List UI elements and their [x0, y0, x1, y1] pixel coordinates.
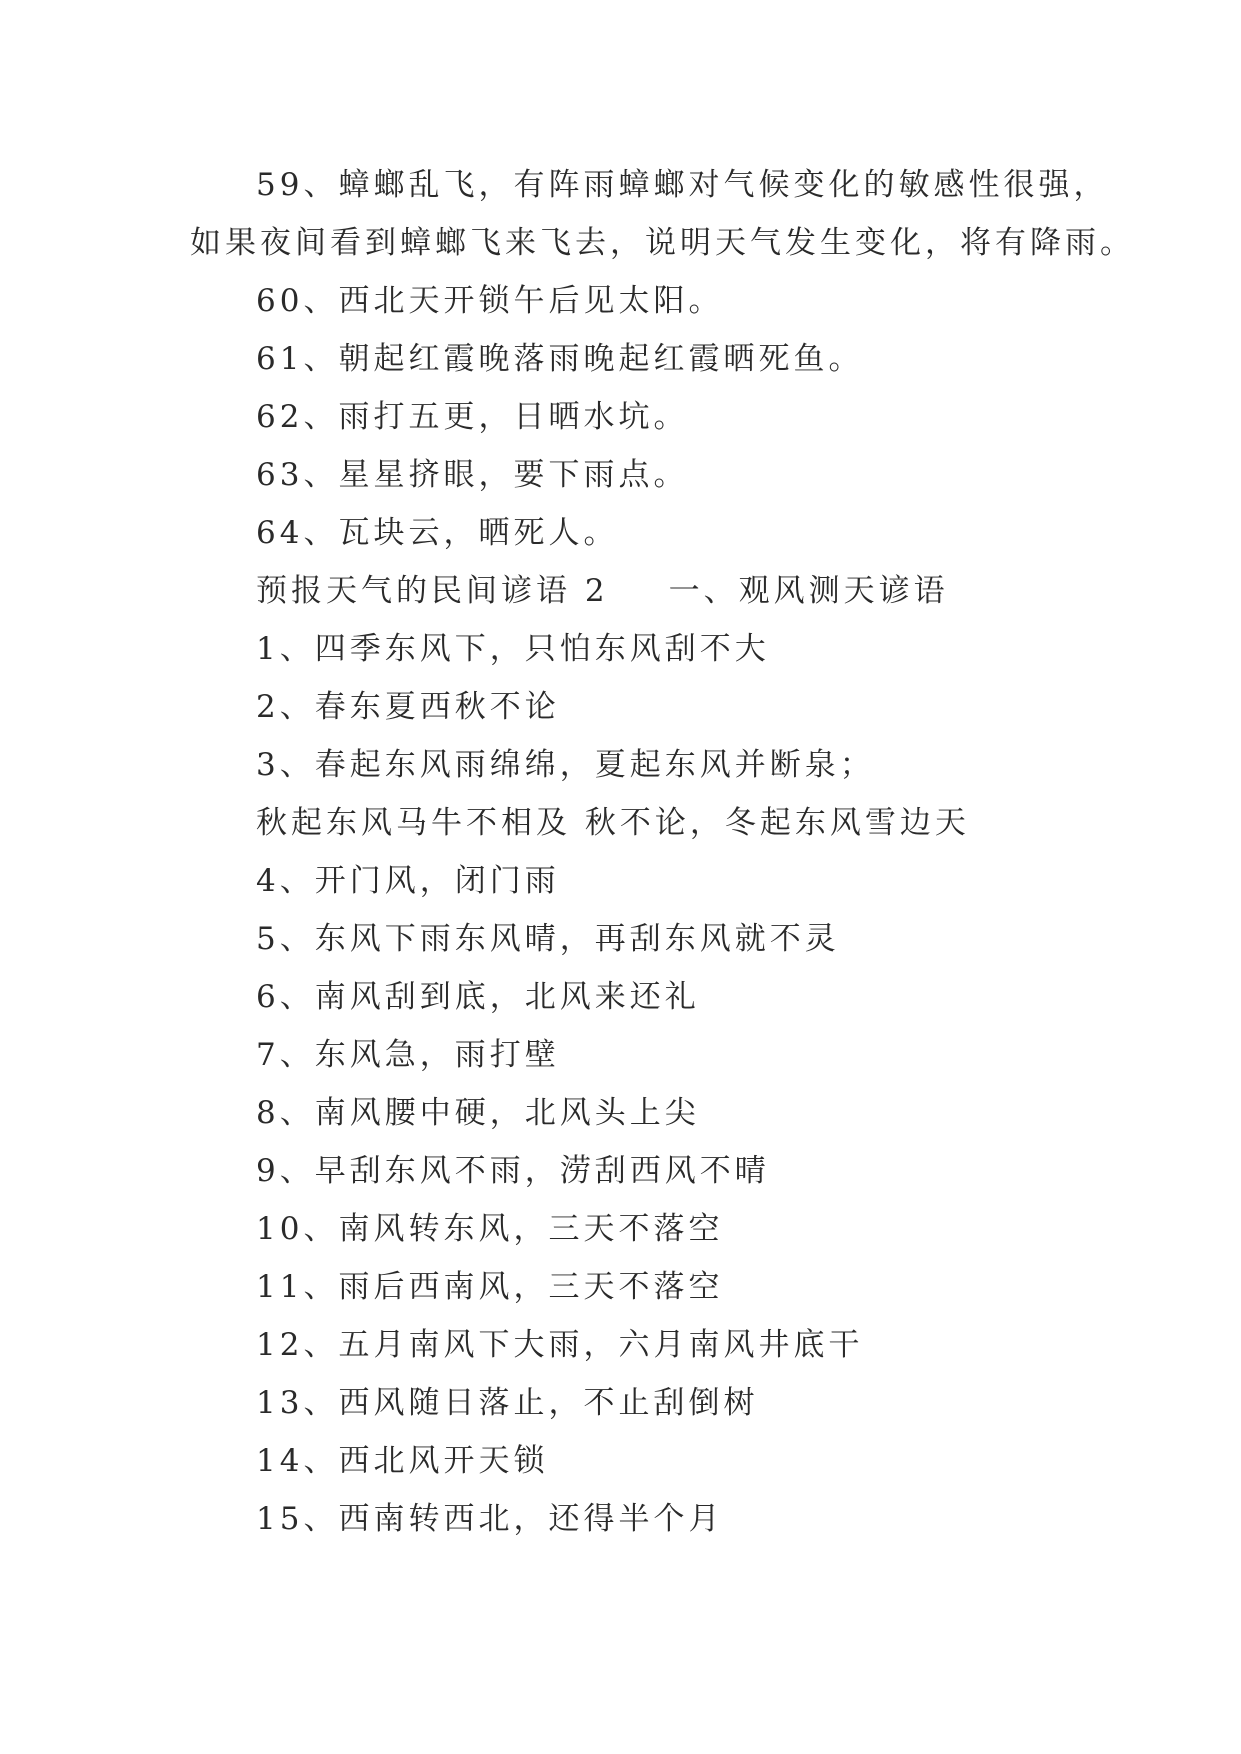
text-line: 7、东风急，雨打壁: [256, 1037, 560, 1073]
text-line: 11、雨后西南风，三天不落空: [256, 1269, 724, 1305]
text-line: 64、瓦块云，晒死人。: [256, 515, 619, 551]
heading-title: 预报天气的民间谚语 2: [256, 573, 609, 609]
text-line: 63、星星挤眼，要下雨点。: [256, 457, 689, 493]
text-line: 秋起东风马牛不相及 秋不论，冬起东风雪边天: [256, 805, 970, 841]
text-line: 2、春东夏西秋不论: [256, 689, 560, 725]
text-line: 8、南风腰中硬，北风头上尖: [256, 1095, 700, 1131]
text-line: 6、南风刮到底，北风来还礼: [256, 979, 700, 1015]
text-line: 10、南风转东风，三天不落空: [256, 1211, 724, 1247]
text-line: 5、东风下雨东风晴，再刮东风就不灵: [256, 921, 840, 957]
text-line: 62、雨打五更，日晒水坑。: [256, 399, 689, 435]
text-line: 13、西风随日落止，不止刮倒树: [256, 1385, 759, 1421]
text-line: 4、开门风，闭门雨: [256, 863, 560, 899]
section-heading: [256, 571, 949, 611]
text-line: 14、西北风开天锁: [256, 1443, 549, 1479]
text-line: 3、春起东风雨绵绵，夏起东风并断泉；: [256, 747, 875, 783]
text-line: 9、早刮东风不雨，涝刮西风不晴: [256, 1153, 770, 1189]
text-line: 59、蟑螂乱飞，有阵雨蟑螂对气候变化的敏感性很强，: [256, 167, 1109, 203]
text-line: 15、西南转西北，还得半个月: [256, 1501, 724, 1537]
text-line: 61、朝起红霞晚落雨晚起红霞晒死鱼。: [256, 341, 864, 377]
heading-subtitle: 一、观风测天谚语: [668, 573, 949, 609]
text-line: 60、西北天开锁午后见太阳。: [256, 283, 724, 319]
text-line: 如果夜间看到蟑螂飞来飞去，说明天气发生变化，将有降雨。: [190, 225, 1135, 261]
text-line: 12、五月南风下大雨，六月南风井底干: [256, 1327, 864, 1363]
text-line: 1、四季东风下，只怕东风刮不大: [256, 631, 770, 667]
